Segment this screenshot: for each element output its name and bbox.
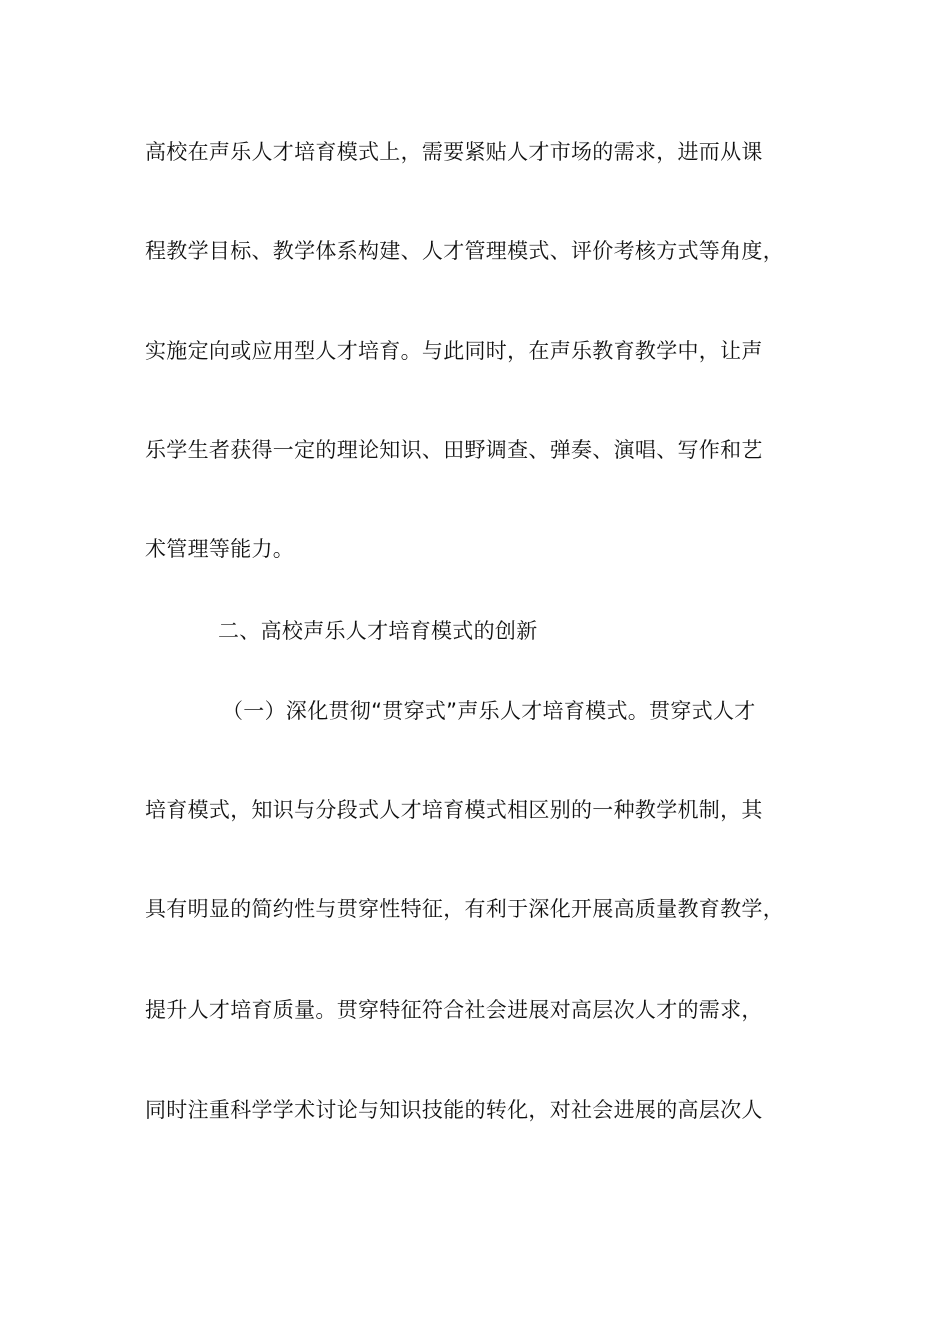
section-heading: 二、高校声乐人才培育模式的创新: [218, 619, 538, 643]
paragraph-1-line-1: 高校在声乐人才培育模式上，需要紧贴人才市场的需求，进而从课: [145, 140, 763, 164]
paragraph-2-line-3: 具有明显的简约性与贯穿性特征，有利于深化开展高质量教育教学，: [145, 897, 784, 921]
paragraph-2-line-4: 提升人才培育质量。贯穿特征符合社会进展对高层次人才的需求，: [145, 998, 763, 1022]
paragraph-2-line-2: 培育模式，知识与分段式人才培育模式相区别的一种教学机制，其: [145, 798, 763, 822]
paragraph-1-line-4: 乐学生者获得一定的理论知识、田野调查、弹奏、演唱、写作和艺: [145, 438, 763, 462]
paragraph-1-line-3: 实施定向或应用型人才培育。与此同时，在声乐教育教学中，让声: [145, 339, 763, 363]
paragraph-1-line-2: 程教学目标、教学体系构建、人才管理模式、评价考核方式等角度，: [145, 239, 784, 263]
paragraph-1-line-5: 术管理等能力。: [145, 537, 295, 561]
paragraph-2-line-5: 同时注重科学学术讨论与知识技能的转化，对社会进展的高层次人: [145, 1098, 763, 1122]
paragraph-2-line-1: （一）深化贯彻“贯穿式”声乐人才培育模式。贯穿式人才: [222, 699, 756, 723]
